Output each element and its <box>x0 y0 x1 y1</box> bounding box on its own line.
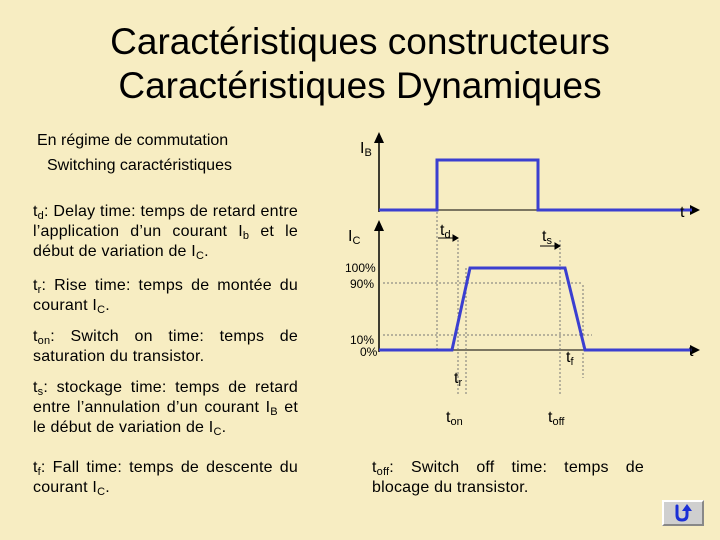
tf-label: $t_f$ <box>566 349 574 368</box>
title-line-1: Caractéristiques constructeurs <box>110 21 610 62</box>
time-axis-label-ic: t <box>689 343 694 360</box>
definition-tr: $t_r$: Rise time: temps de montée du courant $I_C$. <box>33 277 298 316</box>
ib-label: $I_B$ <box>360 140 372 159</box>
ic-label: $I_C$ <box>348 228 361 247</box>
definition-td: $t_d$: Delay time: temps de retard entre l’application d’un courant $I_b$ et le début de variation de $I_C$. <box>33 203 299 262</box>
ic-waveform <box>379 268 692 350</box>
title-line-2: Caractéristiques Dynamiques <box>118 65 602 106</box>
tr-label: $t_r$ <box>454 370 463 389</box>
definition-ts: $t_s$: stockage time: temps de retard entre l’annulation d’un courant $I_B$ et le début de variation de $I_C$. <box>33 379 298 438</box>
ts-label: $t_s$ <box>542 228 552 247</box>
ib-waveform <box>379 160 692 210</box>
guide-lines <box>383 212 592 395</box>
td-label: $t_d$ <box>440 222 451 241</box>
return-arrow-icon <box>672 503 694 523</box>
time-axis-label-ib: t <box>680 204 685 221</box>
ton-label: $t_{on}$ <box>446 409 463 428</box>
pct-10-label: 10% <box>350 333 375 347</box>
intro-line-1: En régime de commutation <box>37 132 229 149</box>
pct-100-label: 100% <box>345 261 376 275</box>
definition-tf: $t_f$: Fall time: temps de descente du courant $I_C$. <box>33 459 298 498</box>
pct-0-label: 0% <box>360 345 378 359</box>
pct-90-label: 90% <box>350 277 375 291</box>
toff-label: $t_{off}$ <box>548 409 565 428</box>
definition-ton: $t_{on}$: Switch on time: temps de saturation du transistor. <box>33 328 298 365</box>
return-button[interactable] <box>662 500 704 526</box>
intro-line-2: Switching caractéristiques <box>47 157 232 174</box>
definition-toff: $t_{off}$: Switch off time: temps de blocage du transistor. <box>372 459 644 496</box>
